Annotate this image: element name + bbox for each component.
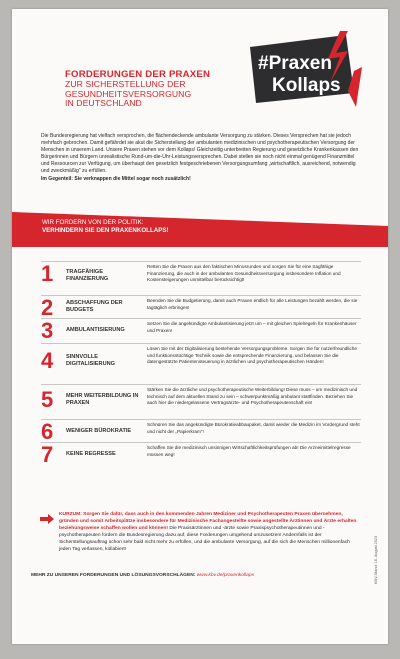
demand-title: SINNVOLLE DIGITALISIERUNG (66, 354, 115, 367)
demand-number: 1 (41, 261, 54, 286)
headline-main: FORDERUNGEN DER PRAXEN (65, 69, 211, 80)
demand-number: 4 (41, 348, 54, 373)
headline-sub-3: IN DEUTSCHLAND (65, 98, 142, 109)
banner-text (42, 219, 169, 236)
demand-item (41, 384, 361, 419)
demand-text: Stärken Sie die ärztliche und psychotherapeutische Weiterbildung! Diese muss – um medizinisch und technisch auf dem aktuellen Stand zu sein – schwerpunktmäßig ambulant stattfinden. Beziehen Sie auch hier die niedergelassene Vertragsärzte- und Psychotherapeutenschaft ein! (147, 387, 358, 406)
side-note: KBV-Stand: 16. August 2023 (374, 535, 378, 584)
demand-item (41, 261, 361, 295)
demand-text: Setzen Sie die angekündigte Ambulantisierung jetzt um – mit gleichen Spielregeln für Krankenhäuser und Praxen! (147, 321, 357, 333)
demand-text: Retten Sie die Praxen aus den faktischen Minusrunden und sorgen Sie für eine tragfähige Finanzierung, die auch in der ambulanten Gesundheitsversorgung insbesondere Inflation und Kostensteigerungen unmittelbar berücksichtigt! (147, 264, 341, 283)
demand-item (41, 318, 361, 343)
demand-item (41, 419, 361, 442)
intro-paragraph: Die Bundesregierung hat vielfach versprochen, die flächendeckende ambulante Versorgung zu stärken. Dieses Versprechen hat sie jedoch mehrfach gebrochen. Damit gefährdet sie akut die Sicherstellung der ambulanten medizinischen und psychotherapeutischen Versorgung der Menschen in unserem Land. Unsere Praxen stehen vor dem Kollaps! Gleichzeitig unterbreiten Regierung und gesetzliche Krankenkassen den Bürgerinnen und Bürgern unrealistische Rund-um-die-Uhr-Leistungsversprechen. Dabei stellen sie noch nicht einmal genügend Finanzmittel und Ressourcen zur Verfügung, um überhaupt den gesetzlich festgeschriebenen Versorgungsumfang „wirtschaftlich, ausreichend, notwendig und zweckmäßig“ zu erfüllen. (41, 133, 359, 175)
demand-text: Schaffen Sie die medizinisch unsinnigen Wirtschaftlichkeitsprüfungen ab! Die Arzneimittelregresse müssen weg! (147, 445, 351, 457)
kurzum-text (59, 512, 361, 553)
demand-number: 3 (41, 318, 54, 343)
headline-block (65, 69, 265, 109)
demand-item (41, 295, 361, 318)
demand-title: ABSCHAFFUNG DER BUDGETS (66, 300, 123, 313)
headline-sub-1: ZUR SICHERSTELLUNG DER (65, 79, 186, 89)
more-info-label: MEHR ZU UNSEREN FORDERUNGEN UND LÖSUNGSVORSCHLÄGEN: (31, 573, 196, 578)
headline-sub-2: GESUNDHEITSVERSORGUNG (65, 88, 192, 99)
banner-line-2: VERHINDERN SIE DEN PRAXENKOLLAPS! (42, 227, 169, 235)
kurzum-body: Die Praxisärztinnen und -ärzte sowie Praxispsychotherapeutinnen und -psychotherapeuten fordern die Bundesregierung dazu auf, diese Forderungen umgehend umzusetzen! Andernfalls ist der Sicherstellungsauftrag schon sehr bald nicht mehr zu erfüllen, und die ambulante Versorgung, auf die sich die Menschen millionenfach jeden Tag verlassen, kollabiert! (59, 525, 350, 552)
demand-text: Schnüren Sie das angekündigte Bürokratieabbaupaket, damit wieder die Medizin im Vordergrund steht und nicht der „Papierkram“! (147, 422, 360, 434)
flyer-page (12, 9, 388, 644)
demand-title: TRAGFÄHIGE FINANZIERUNG (66, 269, 109, 282)
demand-number: 5 (41, 387, 54, 412)
demand-item (41, 442, 361, 467)
logo-line-2: Kollaps (272, 75, 341, 96)
more-info-link[interactable]: www.kbv.de/praxenkollaps (196, 573, 255, 578)
logo-line-1: #Praxen (258, 53, 332, 74)
demand-title: KEINE REGRESSE (66, 451, 116, 457)
intro-conclusion: Im Gegenteil: Sie verknappen die Mittel sogar noch zusätzlich! (41, 175, 191, 182)
demand-text: Lösen Sie mit der Digitalisierung bestehende Versorgungsprobleme. Sorgen Sie für nutzerfreundliche und funktionsstüchtige Technik sowie die entsprechende Finanzierung, und belassen Sie die datengestützte Patientensteuerung in ärztlichen und psychotherapeutischen Händen! (147, 346, 358, 365)
intro-text (41, 133, 359, 183)
demand-item (41, 343, 361, 384)
demands-list (41, 261, 361, 467)
demand-number: 6 (41, 419, 54, 444)
banner-line-1: WIR FORDERN VON DER POLITIK: (42, 219, 144, 226)
praxenkollaps-logo (244, 31, 362, 107)
demand-title: MEHR WEITERBILDUNG IN PRAXEN (66, 393, 139, 406)
demand-text: Beenden Sie die Budgetierung, damit auch Praxen endlich für alle Leistungen bezahlt werden, die sie tagtäglich erbringen! (147, 298, 358, 310)
kurzum-lead: KURZUM: Sorgen Sie dafür, dass auch in den kommenden Jahren Mediziner und Psychotherapeuten Praxen übernehmen, gründen und somit Arbeitsplätze insbesondere für Medizinische Fachangestellte sowie angestellte Ärztinnen und Ärzte erhalten beziehungsweise schaffen wollen und können! (59, 512, 357, 531)
arrow-right-icon (40, 514, 54, 524)
demand-title: AMBULANTISIERUNG (66, 327, 125, 333)
demand-number: 7 (41, 442, 54, 467)
demand-number: 2 (41, 295, 54, 320)
more-info (31, 573, 254, 578)
demand-title: WENIGER BÜROKRATIE (66, 428, 132, 434)
